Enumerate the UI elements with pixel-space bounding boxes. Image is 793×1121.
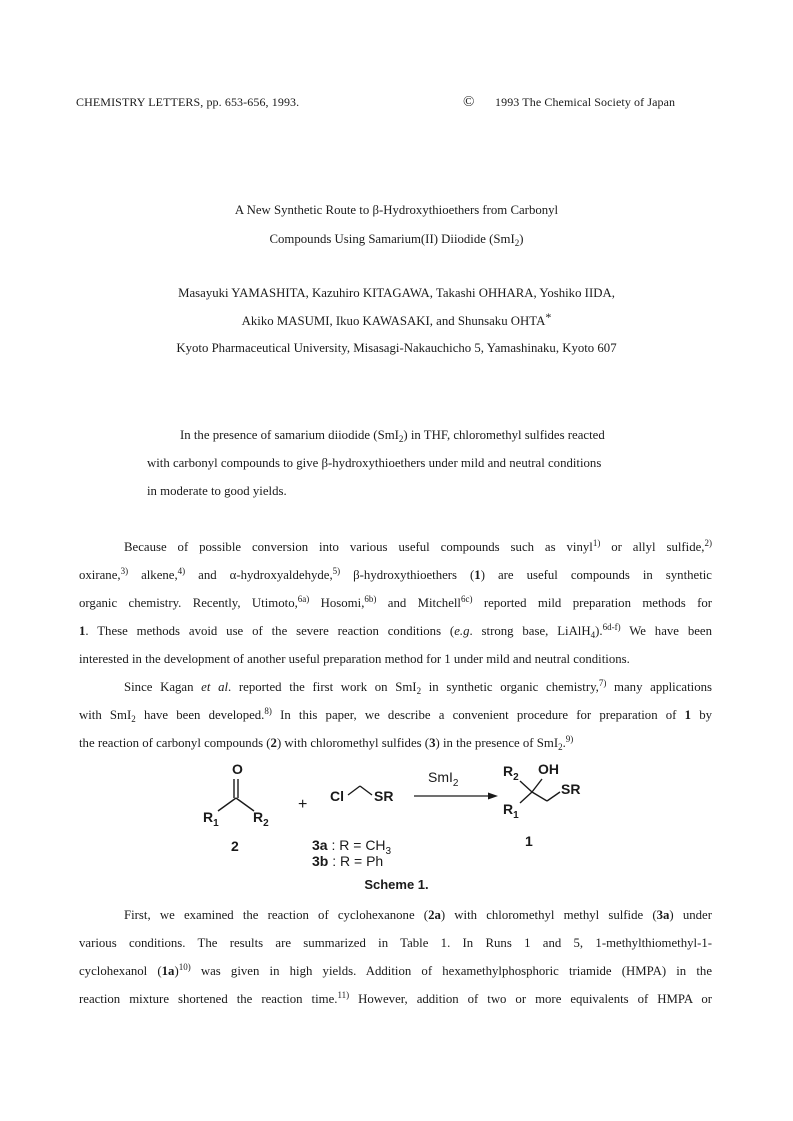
- reference: 4): [177, 566, 186, 576]
- text: oxirane,: [79, 568, 121, 582]
- text: ) in the presence of SmI: [435, 736, 559, 750]
- text: or allyl sulfide,: [600, 540, 705, 554]
- text: .: [562, 736, 566, 750]
- body-p1-line-3: [79, 592, 712, 614]
- reference: 6d-f): [602, 622, 621, 632]
- ketone-bond: [218, 798, 236, 811]
- title-text: Compounds Using Samarium(II) Diiodide (SmI: [269, 232, 515, 246]
- reference: 6a): [297, 594, 310, 604]
- text: alkene,: [128, 568, 178, 582]
- subscript: 2: [416, 686, 422, 696]
- body-p2-line-1: [124, 676, 712, 698]
- text: many applications: [606, 680, 712, 694]
- text: ) are useful compounds in synthetic: [480, 568, 712, 582]
- abstract-text: In the presence of samarium diiodide (SmI: [180, 428, 399, 442]
- text: was given in high yields. Addition of hexamethylphosphoric triamide (HMPA) in the: [190, 964, 712, 978]
- text: organic chemistry. Recently, Utimoto,: [79, 596, 298, 610]
- reagent-smi2-label: SmI$_2$: [428, 769, 459, 789]
- product-sr-label: SR: [561, 781, 581, 797]
- reference: 11): [337, 990, 350, 1000]
- text: ).: [595, 624, 603, 638]
- abstract-line-2: with carbonyl compounds to give β-hydroxythioethers under mild and neutral conditions: [147, 456, 602, 470]
- abstract-subscript: 2: [398, 434, 404, 444]
- text: and Mitchell: [376, 596, 461, 610]
- text: by: [691, 708, 712, 722]
- reference: 2): [704, 538, 712, 548]
- text: ): [174, 964, 179, 978]
- body-p3-line-4: [79, 988, 712, 1010]
- text: reported mild preparation methods for: [472, 596, 712, 610]
- body-p3-line-3: [79, 960, 712, 982]
- compound-ref: 1: [474, 568, 481, 582]
- subscript: 2: [558, 742, 563, 752]
- abstract-line-1: [180, 424, 605, 446]
- reference: 3): [120, 566, 129, 576]
- text: in synthetic organic chemistry,: [421, 680, 599, 694]
- compound-2-label: 2: [231, 838, 239, 854]
- sulfide-sr-label: SR: [374, 788, 394, 804]
- text: . reported the first work on SmI: [228, 680, 417, 694]
- reference: 10): [178, 962, 191, 972]
- scheme-caption: Scheme 1.: [364, 877, 429, 892]
- product-bond: [520, 792, 532, 803]
- text: In this paper, we describe a convenient procedure for preparation of: [271, 708, 685, 722]
- text: We have been: [620, 624, 712, 638]
- authors-line-2: [0, 310, 793, 329]
- product-r2-label: $R_2$: [503, 763, 519, 783]
- italic-text: e.g: [454, 624, 470, 638]
- compound-ref: 2a: [428, 908, 441, 922]
- text: with SmI: [79, 708, 132, 722]
- text: β-hydroxythioethers (: [340, 568, 475, 582]
- reference: 6c): [460, 594, 473, 604]
- copyright-symbol: ©: [463, 94, 475, 110]
- reference: 1): [592, 538, 601, 548]
- title-close: ): [519, 232, 524, 246]
- reference: 8): [264, 706, 272, 716]
- paper-title-line-1: A New Synthetic Route to β-Hydroxythioethers from Carbonyl: [234, 203, 559, 217]
- reference: 7): [598, 678, 607, 688]
- corresponding-author-mark: *: [545, 310, 552, 324]
- text: Hosomi,: [309, 596, 365, 610]
- text: the reaction of carbonyl compounds (: [79, 736, 271, 750]
- compound-ref: 3a: [656, 908, 670, 922]
- reference: 5): [332, 566, 341, 576]
- title-subscript: 2: [514, 238, 520, 248]
- text: and α-hydroxyaldehyde,: [185, 568, 333, 582]
- product-bond: [520, 781, 532, 792]
- compound-3a-label: 3a : $R = CH_3$: [312, 837, 392, 857]
- paper-title-line-2: [0, 232, 793, 247]
- ketone-r2-label: $R_2$: [253, 809, 269, 829]
- text: ) with chloromethyl sulfides (: [276, 736, 430, 750]
- abstract-line-3: in moderate to good yields.: [147, 484, 287, 498]
- reference: 9): [565, 734, 574, 744]
- compound-ref: 1: [684, 708, 692, 722]
- text: ) with chloromethyl methyl sulfide (: [440, 908, 657, 922]
- scheme-1-diagram: [0, 760, 793, 870]
- compound-ref: 1a: [161, 964, 175, 978]
- compound-ref: 3: [429, 736, 436, 750]
- body-p3-line-2: various conditions. The results are summarized in Table 1. In Runs 1 and 5, 1-methylthiomethyl-1-: [79, 936, 712, 950]
- text: have been developed.: [135, 708, 265, 722]
- journal-citation: CHEMISTRY LETTERS, pp. 653-656, 1993.: [76, 95, 300, 109]
- ketone-oxygen-label: O: [232, 761, 243, 777]
- plus-sign: +: [298, 796, 308, 813]
- body-p1-line-5: interested in the development of another useful preparation method for 1 under mild and neutral conditions.: [79, 652, 630, 666]
- ketone-bond: [236, 798, 254, 811]
- authors-names: Akiko MASUMI, Ikuo KAWASAKI, and Shunsaku OHTA: [241, 314, 546, 328]
- body-p1-line-4: [79, 620, 712, 642]
- reaction-arrow-head: [488, 793, 498, 800]
- text: First, we examined the reaction of cyclohexanone (: [124, 908, 429, 922]
- text: Because of possible conversion into various useful compounds such as vinyl: [124, 540, 593, 554]
- text: reaction mixture shortened the reaction time.: [79, 992, 338, 1006]
- chlorine-label: Cl: [330, 788, 344, 804]
- product-bond: [532, 792, 547, 801]
- ch2-bond: [360, 786, 372, 795]
- text: However, addition of two or more equivalents of HMPA or: [349, 992, 712, 1006]
- ketone-r1-label: $R_1$: [203, 809, 219, 829]
- compound-3b-label: 3b : R = Ph: [312, 853, 384, 869]
- text: . These methods avoid use of the severe reaction conditions (: [85, 624, 455, 638]
- ch2-bond: [348, 786, 360, 795]
- body-p3-line-1: [124, 904, 712, 926]
- text: Since Kagan: [124, 680, 202, 694]
- compound-1-label: 1: [525, 833, 533, 849]
- copyright-text: 1993 The Chemical Society of Japan: [495, 95, 676, 109]
- body-p1-line-2: [79, 564, 712, 586]
- body-p2-line-2: [79, 704, 712, 726]
- product-bond: [532, 779, 542, 792]
- text: . strong base, LiAlH: [469, 624, 591, 638]
- subscript: 4: [590, 630, 596, 640]
- affiliation: Kyoto Pharmaceutical University, Misasagi-Nakauchicho 5, Yamashinaku, Kyoto 607: [176, 341, 617, 355]
- body-p1-line-1: [124, 536, 712, 558]
- italic-text: et al: [201, 680, 229, 694]
- reference: 6b): [364, 594, 377, 604]
- product-oh-label: OH: [538, 761, 559, 777]
- compound-ref: 2: [270, 736, 277, 750]
- body-p2-line-3: [79, 732, 573, 754]
- subscript: 2: [131, 714, 136, 724]
- authors-line-1: Masayuki YAMASHITA, Kazuhiro KITAGAWA, Takashi OHHARA, Yoshiko IIDA,: [178, 286, 615, 300]
- compound-ref: 1: [79, 624, 86, 638]
- product-bond: [547, 792, 560, 801]
- text: ) under: [669, 908, 712, 922]
- text: cyclohexanol (: [79, 964, 162, 978]
- abstract-text: ) in THF, chloromethyl sulfides reacted: [403, 428, 605, 442]
- product-r1-label: $R_1$: [503, 801, 519, 821]
